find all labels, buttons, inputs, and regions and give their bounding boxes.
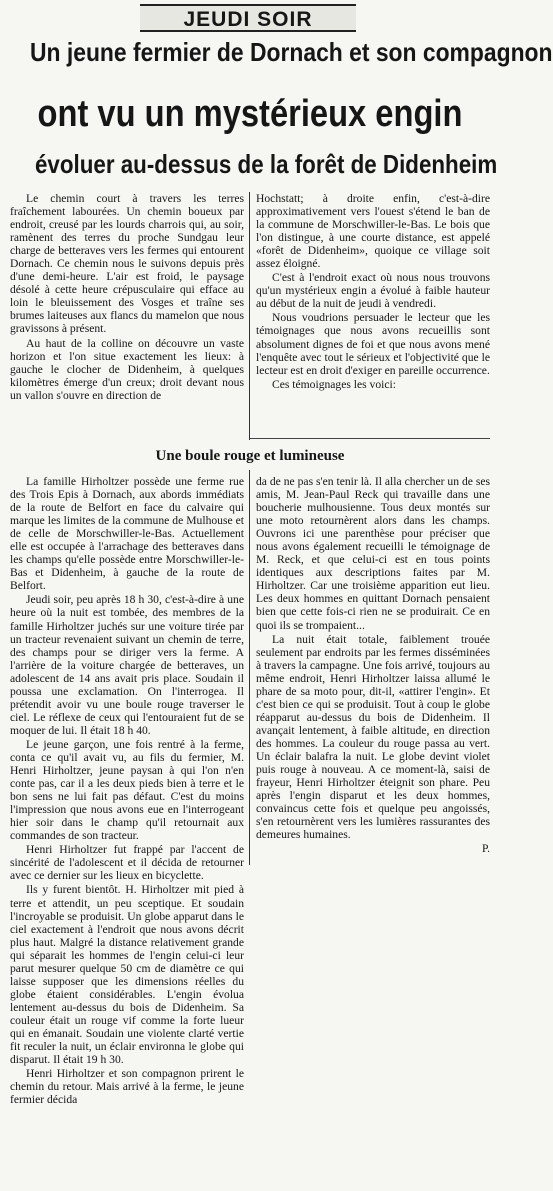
headline-line-2: ont vu un mystérieux engin bbox=[37, 93, 463, 135]
section-subheading: Une boule rouge et lumineuse bbox=[155, 448, 345, 464]
intro-right-paragraph: C'est à l'endroit exact où nous nous trouvons qu'un mystérieux engin a évolué à faible hauteur au début de la nuit de jeudi à vendredi. bbox=[256, 271, 490, 311]
body-column-right bbox=[256, 475, 490, 856]
intro-right-paragraph: Ces témoignages les voici: bbox=[272, 377, 396, 391]
body-right-paragraph: La nuit était totale, faiblement trouée seulement par endroits par les fermes disséminées à travers la campagne. Une fois arrivé, toujours au même endroit, Henri Hirholtzer laissa allumé le phare de sa moto pour, dit-il, «attirer l'engin». Et c'est bien ce qui se produisit. Tout à coup le globe réapparut au-dessus du bois de Didenheim. Il avançait lentement, à faible altitude, en direction des hommes. La couleur du rouge passa au vert. Un éclair balafra la nuit. Le globe devint violet puis rouge à nouveau. A ce moment-là, saisi de frayeur, Henri Hirholtzer éteignit son phare. Peu après l'engin disparut et les deux hommes, convaincus cette fois et quelque peu angoissés, s'en retournèrent vers les lumières rassurantes des demeures humaines. bbox=[256, 632, 490, 842]
body-left-paragraph: Le jeune garçon, une fois rentré à la ferme, conta ce qu'il avait vu, au fils du fermier, M. Henri Hirholtzer, jeune paysan à qui l'on n'en conte pas, car il a les deux pieds bien à terre et le bon sens ne lui fait pas défaut. C'est du moins l'impression que nous avons eue en l'interrogeant hier soir dans le champ qu'il retournait aux commandes de son tracteur. bbox=[10, 737, 244, 843]
body-left-paragraph: La famille Hirholtzer possède une ferme rue des Trois Epis à Dornach, aux abords immédiats de la route de Belfort en face du calvaire qui marque les limites de la commune de Mulhouse et de celle de Morschwiller-le-Bas. Actuellement elle est occupée à l'arrachage des betteraves dans les champs qu'elle possède entre Morschwiller-le-Bas et Didenheim, à gauche de la route de Belfort. bbox=[10, 475, 244, 593]
intro-left-paragraph: Au haut de la colline on découvre un vaste horizon et l'on situe exactement les lieux: à gauche le clocher de Didenheim, à quelques kilomètres émerge d'un creux; droit devant nous un vallon s'ouvre en direction de bbox=[10, 336, 244, 402]
intro-right-paragraph: Hochstatt; à droite enfin, c'est-à-dire approximativement vers l'ouest s'étend le ban de la commune de Morschwiller-le-Bas. Le bois que l'on distingue, à une courte distance, est appelé «forêt de Didenheim», quoique ce village soit assez éloigné. bbox=[256, 192, 490, 271]
intro-column-left bbox=[10, 192, 244, 403]
section-divider bbox=[250, 438, 490, 439]
kicker-banner: JEUDI SOIR bbox=[140, 4, 356, 32]
intro-left-paragraph: Le chemin court à travers les terres fraîchement labourées. Un chemin boueux par endroit, creusé par les lourds charrois qui, au soir, ramènent des terres du proche Sundgau leur charge de betteraves vers les fermes qui entourent Dornach. Ce chemin nous le suivons depuis près d'une demi-heure. L'air est froid, le paysage désolé à cette heure crépusculaire qui efface au loin le bleuissement des Vosges et traîne ses brumes laiteuses aux flancs du mamelon que nous gravissons à présent. bbox=[10, 192, 244, 336]
intro-right-paragraph: Nous voudrions persuader le lecteur que les témoignages que nous avons recueillis sont absolument dignes de foi et que nous avons mené l'enquête avec tout le sérieux et l'objectivité que le lecteur est en droit d'exiger en pareille occurrence. bbox=[256, 311, 490, 377]
intro-column-right bbox=[256, 192, 490, 392]
body-left-paragraph: Ils y furent bientôt. H. Hirholtzer mit pied à terre et attendit, un peu sceptique. Et soudain l'incroyable se produisit. Un globe apparut dans le ciel exactement à l'endroit que nous avons décrit plus haut. Malgré la distance relativement grande qui séparait les hommes de l'engin celui-ci leur parut mesurer quelque 50 cm de diamètre ce qui laisse supposer que les dimensions réelles du globe étaient considérables. L'engin évolua lentement au-dessus du bois de Didenheim. Sa couleur était un rouge vif comme la forte lueur qui en émanait. Soudain une violente clarté vertie fit reculer la nuit, un éclair environna le globe qui disparut. Il était 19 h 30. bbox=[10, 883, 244, 1067]
body-left-paragraph: Henri Hirholtzer et son compagnon prirent le chemin du retour. Mais arrivé à la ferme, le jeune fermier décida bbox=[10, 1067, 244, 1107]
body-column-left bbox=[10, 475, 244, 1107]
author-signature: P. bbox=[481, 842, 490, 856]
body-right-paragraph: da de ne pas s'en tenir là. Il alla chercher un de ses amis, M. Jean-Paul Reck qui travaille dans une boucherie mulhousienne. Tous deux montés sur une moto retournèrent alors dans les champs. Ouvrons ici une parenthèse pour préciser que nous avons également recueilli le témoignage de M. Reck, et que celui-ci est en tous points identiques aux descriptions faites par M. Hirholtzer. Car une troisième apparition eut lieu. Les deux hommes en quittant Dornach pensaient bien que cette fois-ci rien ne se produirait. Ce en quoi ils se trompaient... bbox=[256, 475, 490, 632]
body-left-paragraph: Jeudi soir, peu après 18 h 30, c'est-à-dire à une heure où la nuit est tombée, des membres de la famille Hirholtzer juchés sur une voiture tirée par un tracteur revenaient suivant un chemin de terre, des champs pour se diriger vers la ferme. A l'arrière de la voiture chargée de betteraves, un adolescent de 14 ans avait pris place. Soudain il poussa une exclamation. On l'interrogea. Il prétendit avoir vu une boule rouge traverser le ciel. Le réflexe de ceux qui l'entouraient fut de se moquer de lui. Il était 18 h 40. bbox=[10, 593, 244, 737]
headline-line-1: Un jeune fermier de Dornach et son compagnon bbox=[30, 37, 553, 67]
body-left-paragraph: Henri Hirholtzer fut frappé par l'accent de sincérité de l'adolescent et il décida de retourner avec ce dernier sur les lieux en bicyclette. bbox=[10, 843, 244, 883]
column-divider bbox=[249, 470, 250, 865]
column-divider bbox=[249, 192, 250, 440]
headline-line-3: évoluer au-dessus de la forêt de Didenheim bbox=[35, 149, 498, 179]
